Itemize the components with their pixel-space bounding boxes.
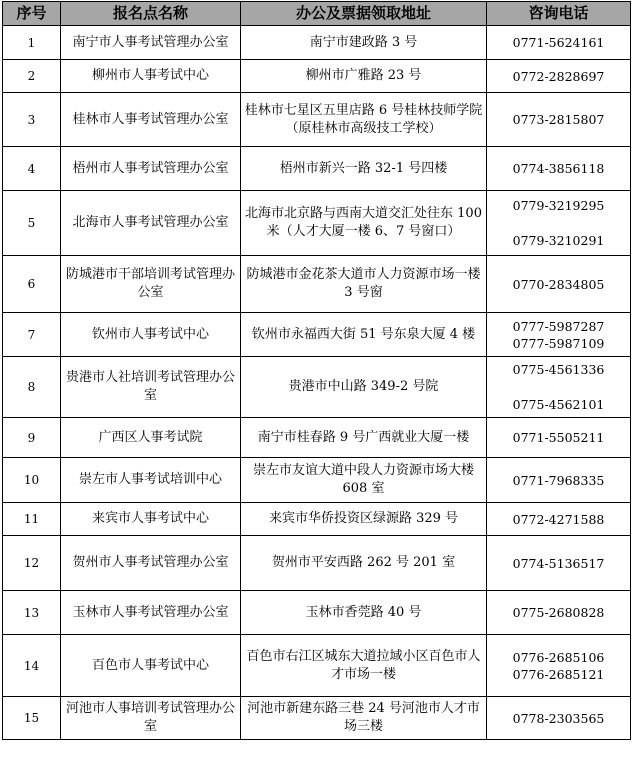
- phone-number: 0775-2680828: [512, 605, 605, 620]
- row-phone: [487, 93, 631, 147]
- row-phone: [487, 26, 631, 60]
- row-name: 钦州市人事考试中心: [61, 313, 241, 357]
- table-row: [3, 418, 631, 458]
- row-name: 贺州市人事考试管理办公室: [61, 536, 241, 591]
- table-row: [3, 313, 631, 357]
- row-name: 柳州市人事考试中心: [61, 60, 241, 93]
- row-address: 梧州市新兴一路 32-1 号四楼: [241, 147, 487, 191]
- row-address: 北海市北京路与西南大道交汇处往东 100 米（人才大厦一楼 6、7 号窗口）: [241, 191, 487, 256]
- row-phone: [487, 458, 631, 503]
- phone-number: 0779-3210291: [512, 233, 605, 248]
- row-name: 玉林市人事考试管理办公室: [61, 591, 241, 635]
- row-name: 贵港市人社培训考试管理办公室: [61, 357, 241, 418]
- row-name: 北海市人事考试管理办公室: [61, 191, 241, 256]
- row-phone: [487, 60, 631, 93]
- phone-number: 0774-5136517: [512, 555, 605, 571]
- table-row: [3, 147, 631, 191]
- row-address: 玉林市香莞路 40 号: [241, 591, 487, 635]
- row-index: 14: [3, 635, 61, 697]
- phone-number: 0775-4562101: [512, 397, 605, 412]
- phone-number: 0771-5505211: [512, 430, 605, 445]
- phone-number: 0770-2834805: [512, 276, 605, 292]
- table-row: [3, 635, 631, 697]
- row-index: 12: [3, 536, 61, 591]
- row-index: 2: [3, 60, 61, 93]
- row-name: 梧州市人事考试管理办公室: [61, 147, 241, 191]
- phone-number: 0775-4561336: [512, 362, 605, 377]
- row-phone: [487, 357, 631, 418]
- table-row: [3, 697, 631, 740]
- phone-number: 0776-2685121: [512, 666, 605, 682]
- row-name: 崇左市人事考试培训中心: [61, 458, 241, 503]
- phone-number: 0778-2303565: [512, 710, 605, 726]
- phone-number: 0777-5987287: [512, 318, 605, 334]
- header-phone: 咨询电话: [487, 2, 631, 26]
- row-index: 8: [3, 357, 61, 418]
- phone-number: 0771-7968335: [512, 472, 605, 488]
- table-row: [3, 26, 631, 60]
- row-address: 钦州市永福西大街 51 号东泉大厦 4 楼: [241, 313, 487, 357]
- row-address: 南宁市桂春路 9 号广西就业大厦一楼: [241, 418, 487, 458]
- phone-number: 0772-2828697: [512, 68, 605, 84]
- header-index: 序号: [3, 2, 61, 26]
- row-name: 河池市人事培训考试管理办公室: [61, 697, 241, 740]
- table-row: [3, 591, 631, 635]
- phone-number: 0772-4271588: [512, 511, 605, 527]
- row-address: 南宁市建政路 3 号: [241, 26, 487, 60]
- phone-number: 0773-2815807: [512, 112, 605, 127]
- row-name: 桂林市人事考试管理办公室: [61, 93, 241, 147]
- row-address: 防城港市金花茶大道市人力资源市场一楼 3 号窗: [241, 256, 487, 313]
- row-address: 桂林市七星区五里店路 6 号桂林技师学院（原桂林市高级技工学校）: [241, 93, 487, 147]
- table-row: [3, 191, 631, 256]
- row-phone: [487, 591, 631, 635]
- row-index: 13: [3, 591, 61, 635]
- phone-number: 0779-3219295: [512, 198, 605, 213]
- row-index: 6: [3, 256, 61, 313]
- row-phone: [487, 313, 631, 357]
- row-address: 河池市新建东路三巷 24 号河池市人才市场三楼: [241, 697, 487, 740]
- table-row: [3, 458, 631, 503]
- row-phone: [487, 503, 631, 536]
- row-index: 7: [3, 313, 61, 357]
- phone-number: 0771-5624161: [512, 35, 605, 50]
- row-name: 来宾市人事考试中心: [61, 503, 241, 536]
- header-row: [3, 2, 631, 26]
- row-index: 3: [3, 93, 61, 147]
- row-phone: [487, 147, 631, 191]
- exam-registration-table: [2, 1, 631, 740]
- row-name: 百色市人事考试中心: [61, 635, 241, 697]
- row-index: 9: [3, 418, 61, 458]
- row-index: 5: [3, 191, 61, 256]
- row-phone: [487, 697, 631, 740]
- row-name: 南宁市人事考试管理办公室: [61, 26, 241, 60]
- row-index: 1: [3, 26, 61, 60]
- header-name: 报名点名称: [61, 2, 241, 26]
- row-index: 4: [3, 147, 61, 191]
- row-phone: [487, 536, 631, 591]
- phone-number: 0776-2685106: [512, 649, 605, 665]
- table-row: [3, 60, 631, 93]
- row-address: 贵港市中山路 349-2 号院: [241, 357, 487, 418]
- table-row: [3, 536, 631, 591]
- row-address: 来宾市华侨投资区绿源路 329 号: [241, 503, 487, 536]
- table-row: [3, 357, 631, 418]
- row-address: 崇左市友谊大道中段人力资源市场大楼 608 室: [241, 458, 487, 503]
- row-index: 15: [3, 697, 61, 740]
- row-address: 柳州市广雅路 23 号: [241, 60, 487, 93]
- row-phone: [487, 635, 631, 697]
- header-address: 办公及票据领取地址: [241, 2, 487, 26]
- row-name: 防城港市干部培训考试管理办公室: [61, 256, 241, 313]
- row-phone: [487, 418, 631, 458]
- table-row: [3, 93, 631, 147]
- row-address: 百色市右江区城东大道拉域小区百色市人才市场一楼: [241, 635, 487, 697]
- row-index: 11: [3, 503, 61, 536]
- phone-number: 0774-3856118: [512, 161, 605, 176]
- table-row: [3, 256, 631, 313]
- row-phone: [487, 256, 631, 313]
- table-row: [3, 503, 631, 536]
- row-index: 10: [3, 458, 61, 503]
- phone-number: 0777-5987109: [512, 335, 605, 351]
- row-phone: [487, 191, 631, 256]
- row-address: 贺州市平安西路 262 号 201 室: [241, 536, 487, 591]
- row-name: 广西区人事考试院: [61, 418, 241, 458]
